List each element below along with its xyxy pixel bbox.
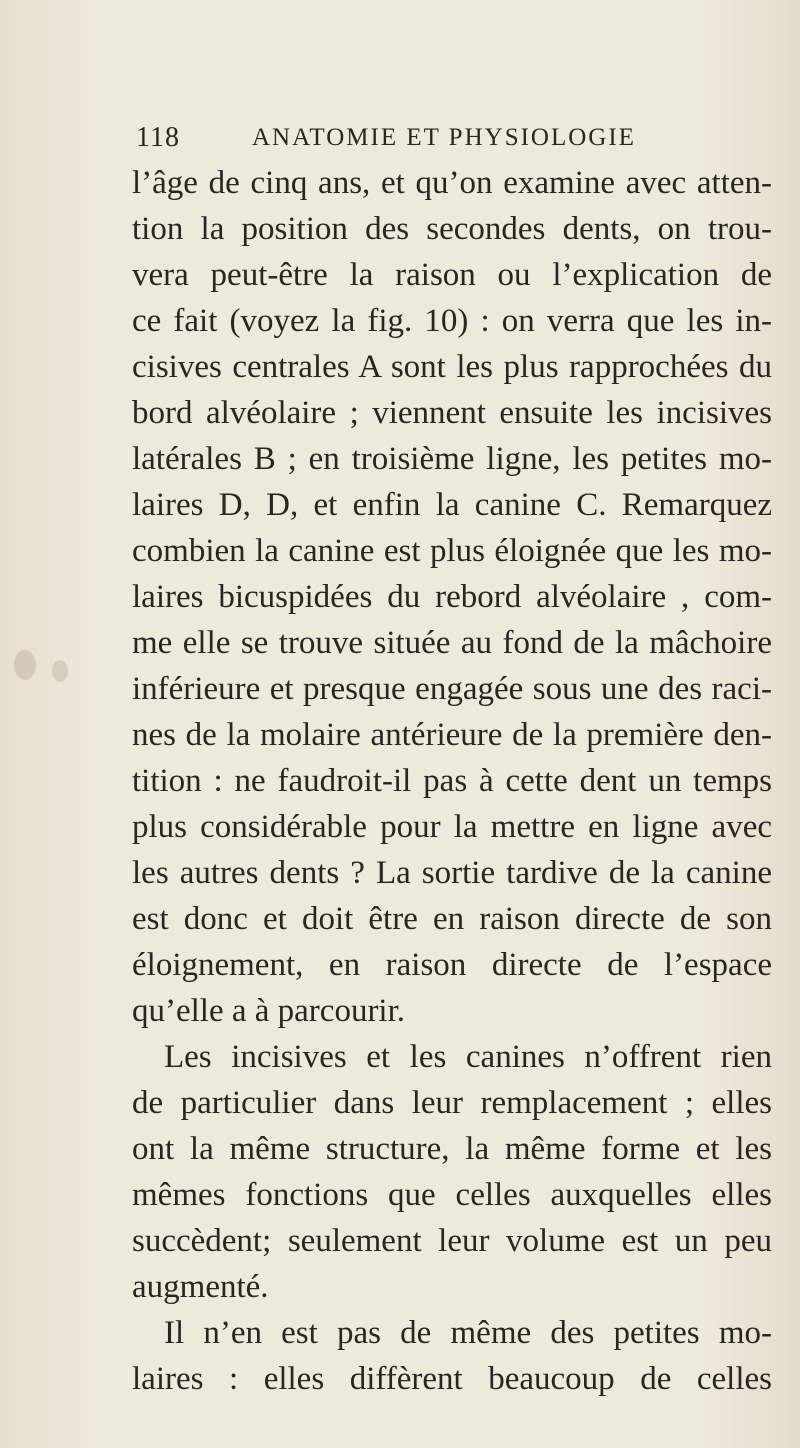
text-line: plus considérable pour la mettre en ligne avec (132, 809, 772, 845)
text-line: Les incisives et les canines n’offrent rien (164, 1039, 772, 1075)
text-line: l’âge de cinq ans, et qu’on examine avec atten- (132, 165, 772, 201)
text-line: tion la position des secondes dents, on trou- (132, 211, 772, 247)
text-line: laires : elles diffèrent beaucoup de celles (132, 1361, 772, 1397)
text-line: ont la même structure, la même forme et les (132, 1131, 772, 1167)
text-line: vera peut-être la raison ou l’explication de (132, 257, 772, 293)
text-line: me elle se trouve située au fond de la mâchoire (132, 625, 772, 661)
page-number: 118 (136, 122, 180, 153)
ink-smudge (14, 650, 36, 680)
text-line: ce fait (voyez la fig. 10) : on verra que les in- (132, 303, 772, 339)
text-line: combien la canine est plus éloignée que les mo- (132, 533, 772, 569)
text-line: tition : ne faudroit-il pas à cette dent un temps (132, 763, 772, 799)
text-line: laires bicuspidées du rebord alvéolaire , com- (132, 579, 772, 615)
text-line: nes de la molaire antérieure de la première den- (132, 717, 772, 753)
ink-smudge (52, 660, 68, 682)
text-line: qu’elle a à parcourir. (132, 993, 406, 1029)
page-header (112, 122, 712, 156)
text-line: cisives centrales A sont les plus rapprochées du (132, 349, 772, 385)
text-line: mêmes fonctions que celles auxquelles elles (132, 1177, 772, 1213)
text-line: latérales B ; en troisième ligne, les petites mo- (132, 441, 772, 477)
text-line: bord alvéolaire ; viennent ensuite les incisives (132, 395, 772, 431)
text-line: laires D, D, et enfin la canine C. Remarquez (132, 487, 772, 523)
text-line: Il n’en est pas de même des petites mo- (164, 1315, 772, 1351)
text-line: succèdent; seulement leur volume est un peu (132, 1223, 772, 1259)
running-title: ANATOMIE ET PHYSIOLOGIE (252, 124, 636, 151)
text-line: éloignement, en raison directe de l’espace (132, 947, 772, 983)
text-line: les autres dents ? La sortie tardive de la canine (132, 855, 772, 891)
text-line: de particulier dans leur remplacement ; elles (132, 1085, 772, 1121)
text-line: est donc et doit être en raison directe de son (132, 901, 772, 937)
text-line: inférieure et presque engagée sous une des raci- (132, 671, 772, 707)
text-line: augmenté. (132, 1269, 269, 1305)
